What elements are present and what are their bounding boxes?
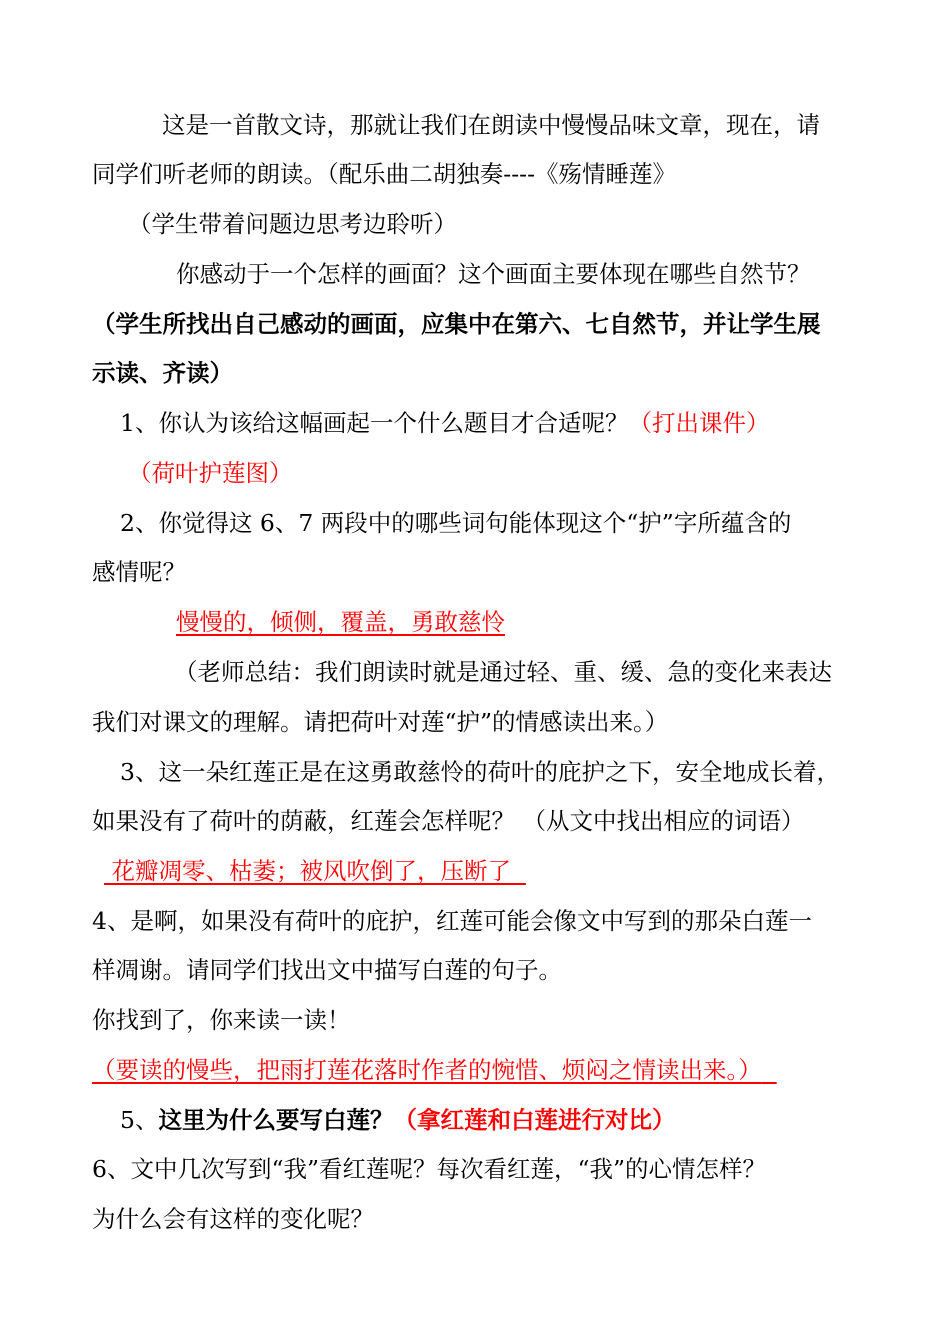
question-4-line3: 你找到了，你来读一读！ (92, 1006, 351, 1034)
question-5 (120, 1105, 675, 1135)
paragraph-question-scene: 你感动于一个怎样的画面？这个画面主要体现在哪些自然节？ (176, 260, 811, 288)
question-3-line2: 如果没有了荷叶的荫蔽，红莲会怎样呢？ （从文中找出相应的词语） (92, 807, 805, 835)
question-2-line1: 2、你觉得这 6、7 两段中的哪些词句能体现这个“护”字所蕴含的 (120, 509, 792, 537)
question-3-line1: 3、这一朵红莲正是在这勇敢慈怜的荷叶的庇护之下，安全地成长着， (120, 758, 840, 786)
question-3-answer-text: 花瓣凋零、枯萎；被风吹倒了，压断了 (111, 857, 511, 885)
question-5-number: 5、 (120, 1106, 159, 1134)
question-1 (120, 408, 769, 438)
question-3-answer (104, 856, 526, 886)
question-1-answer: （荷叶护莲图） (128, 459, 293, 487)
teacher-summary-line2: 我们对课文的理解。请把荷叶对莲“护”的情感读出来。） (92, 708, 669, 736)
question-1-note: （打出课件） (628, 409, 770, 437)
teacher-summary-line1: （老师总结：我们朗读时就是通过轻、重、缓、急的变化来表达 (174, 658, 832, 686)
question-2-line2: 感情呢？ (92, 558, 186, 586)
question-5-note: （拿红莲和白莲进行对比） (393, 1106, 676, 1134)
question-1-text: 1、你认为该给这幅画起一个什么题目才合适呢？ (120, 409, 629, 437)
question-4-note-text: （要读的慢些，把雨打莲花落时作者的惋惜、烦闷之情读出来。） (92, 1056, 762, 1084)
paragraph-bold-note-line1: （学生所找出自己感动的画面，应集中在第六、七自然节，并让学生展 (92, 310, 821, 338)
question-4-line2: 样凋谢。请同学们找出文中描写白莲的句子。 (92, 956, 562, 984)
paragraph-intro-line2: 同学们听老师的朗读。（配乐曲二胡独奏----《殇情睡莲》 (92, 160, 677, 188)
paragraph-bold-note-line2: 示读、齐读） (92, 359, 233, 387)
question-6-line1: 6、文中几次写到“我”看红莲呢？每次看红莲，“我”的心情怎样？ (92, 1155, 767, 1183)
question-2-answer: 慢慢的，倾侧，覆盖，勇敢慈怜 (176, 608, 505, 636)
question-4-note (92, 1055, 777, 1085)
question-6-line2: 为什么会有这样的变化呢？ (92, 1205, 374, 1233)
question-4-line1: 4、是啊，如果没有荷叶的庇护，红莲可能会像文中写到的那朵白莲一 (92, 907, 812, 935)
question-5-text: 这里为什么要写白莲？ (158, 1106, 394, 1134)
paragraph-intro-line1: 这是一首散文诗，那就让我们在朗读中慢慢品味文章，现在，请 (162, 111, 820, 139)
paragraph-student-listen: （学生带着问题边思考边聆听） (128, 210, 457, 238)
